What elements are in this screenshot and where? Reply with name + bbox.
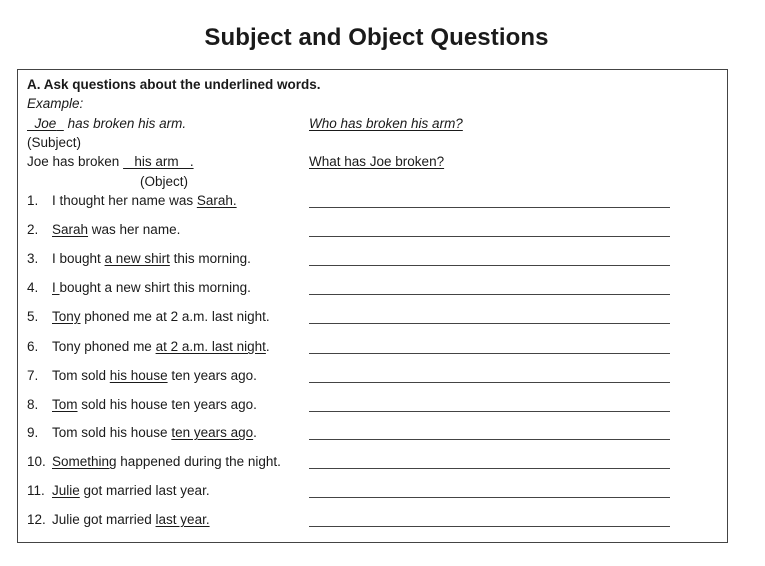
question-number: 2. (27, 222, 39, 237)
question-number: 11. (27, 483, 45, 498)
section-heading: A. Ask questions about the underlined words. (27, 77, 321, 92)
question-item (27, 511, 210, 528)
page-title: Subject and Object Questions (204, 24, 549, 51)
question-number: 4. (27, 280, 39, 295)
answer-blank[interactable] (309, 497, 670, 498)
question-item (27, 424, 257, 441)
example-1-rest: has broken his arm. (63, 116, 187, 131)
answer-blank[interactable] (309, 265, 670, 266)
example-1-role: (Subject) (27, 135, 82, 150)
underlined-words: Tom (52, 397, 78, 412)
underlined-words: last year. (155, 512, 210, 527)
example-label: Example: (27, 96, 84, 111)
answer-blank[interactable] (309, 382, 670, 383)
question-item (27, 250, 251, 267)
question-item (27, 482, 210, 499)
answer-blank[interactable] (309, 294, 670, 295)
answer-blank[interactable] (309, 236, 670, 237)
question-number: 8. (27, 397, 39, 412)
question-text: sold his house ten years ago. (77, 397, 257, 412)
example-1-answer: Who has broken his arm? (309, 116, 463, 131)
underlined-words: I (52, 280, 60, 295)
question-number: 9. (27, 425, 39, 440)
question-item (27, 338, 270, 355)
question-item (27, 453, 281, 470)
answer-blank[interactable] (309, 439, 670, 440)
question-text: Tony phoned me (52, 339, 156, 354)
answer-blank[interactable] (309, 353, 670, 354)
answer-blank[interactable] (309, 207, 670, 208)
question-text: ten years ago. (167, 368, 257, 383)
underlined-words: Sarah. (196, 193, 237, 208)
question-text: bought a new shirt this morning. (59, 280, 251, 295)
answer-blank[interactable] (309, 411, 670, 412)
question-text: phoned me at 2 a.m. last night. (80, 309, 270, 324)
question-text: was her name. (88, 222, 181, 237)
question-text: Julie got married (52, 512, 156, 527)
question-text: . (253, 425, 257, 440)
underlined-words: a new shirt (104, 251, 170, 266)
question-number: 10. (27, 454, 46, 469)
underlined-words: Sarah (52, 222, 89, 237)
exercise-box (17, 69, 728, 543)
question-text: Tom sold his house (52, 425, 172, 440)
answer-blank[interactable] (309, 468, 670, 469)
example-2-sentence (27, 153, 194, 170)
question-item (27, 308, 270, 325)
question-item (27, 367, 257, 384)
question-number: 5. (27, 309, 39, 324)
question-item (27, 221, 180, 238)
question-text: happened during the night. (116, 454, 281, 469)
answer-blank[interactable] (309, 526, 670, 527)
underlined-words: Julie (52, 483, 80, 498)
question-item (27, 192, 237, 209)
underlined-words: ten years ago (171, 425, 254, 440)
underlined-words: Something (52, 454, 117, 469)
question-number: 3. (27, 251, 39, 266)
question-text: I bought (52, 251, 105, 266)
answer-blank[interactable] (309, 323, 670, 324)
example-2-answer: What has Joe broken? (309, 154, 445, 169)
question-item (27, 396, 257, 413)
question-text: this morning. (169, 251, 251, 266)
question-text: I thought her name was (52, 193, 197, 208)
question-text: got married last year. (79, 483, 210, 498)
question-number: 1. (27, 193, 39, 208)
underlined-words: at 2 a.m. last night (155, 339, 266, 354)
example-2-pre: Joe has broken (27, 154, 124, 169)
example-1-underlined: Joe (34, 116, 57, 131)
question-text: . (265, 339, 270, 354)
question-number: 7. (27, 368, 39, 383)
question-number: 6. (27, 339, 39, 354)
question-text: Tom sold (52, 368, 110, 383)
underlined-words: Tony (52, 309, 81, 324)
underlined-words: his house (109, 368, 168, 383)
question-item (27, 279, 251, 296)
example-1-sentence (27, 115, 186, 132)
question-number: 12. (27, 512, 46, 527)
example-2-underlined: his arm . (123, 154, 194, 169)
example-2-role: (Object) (140, 174, 189, 189)
